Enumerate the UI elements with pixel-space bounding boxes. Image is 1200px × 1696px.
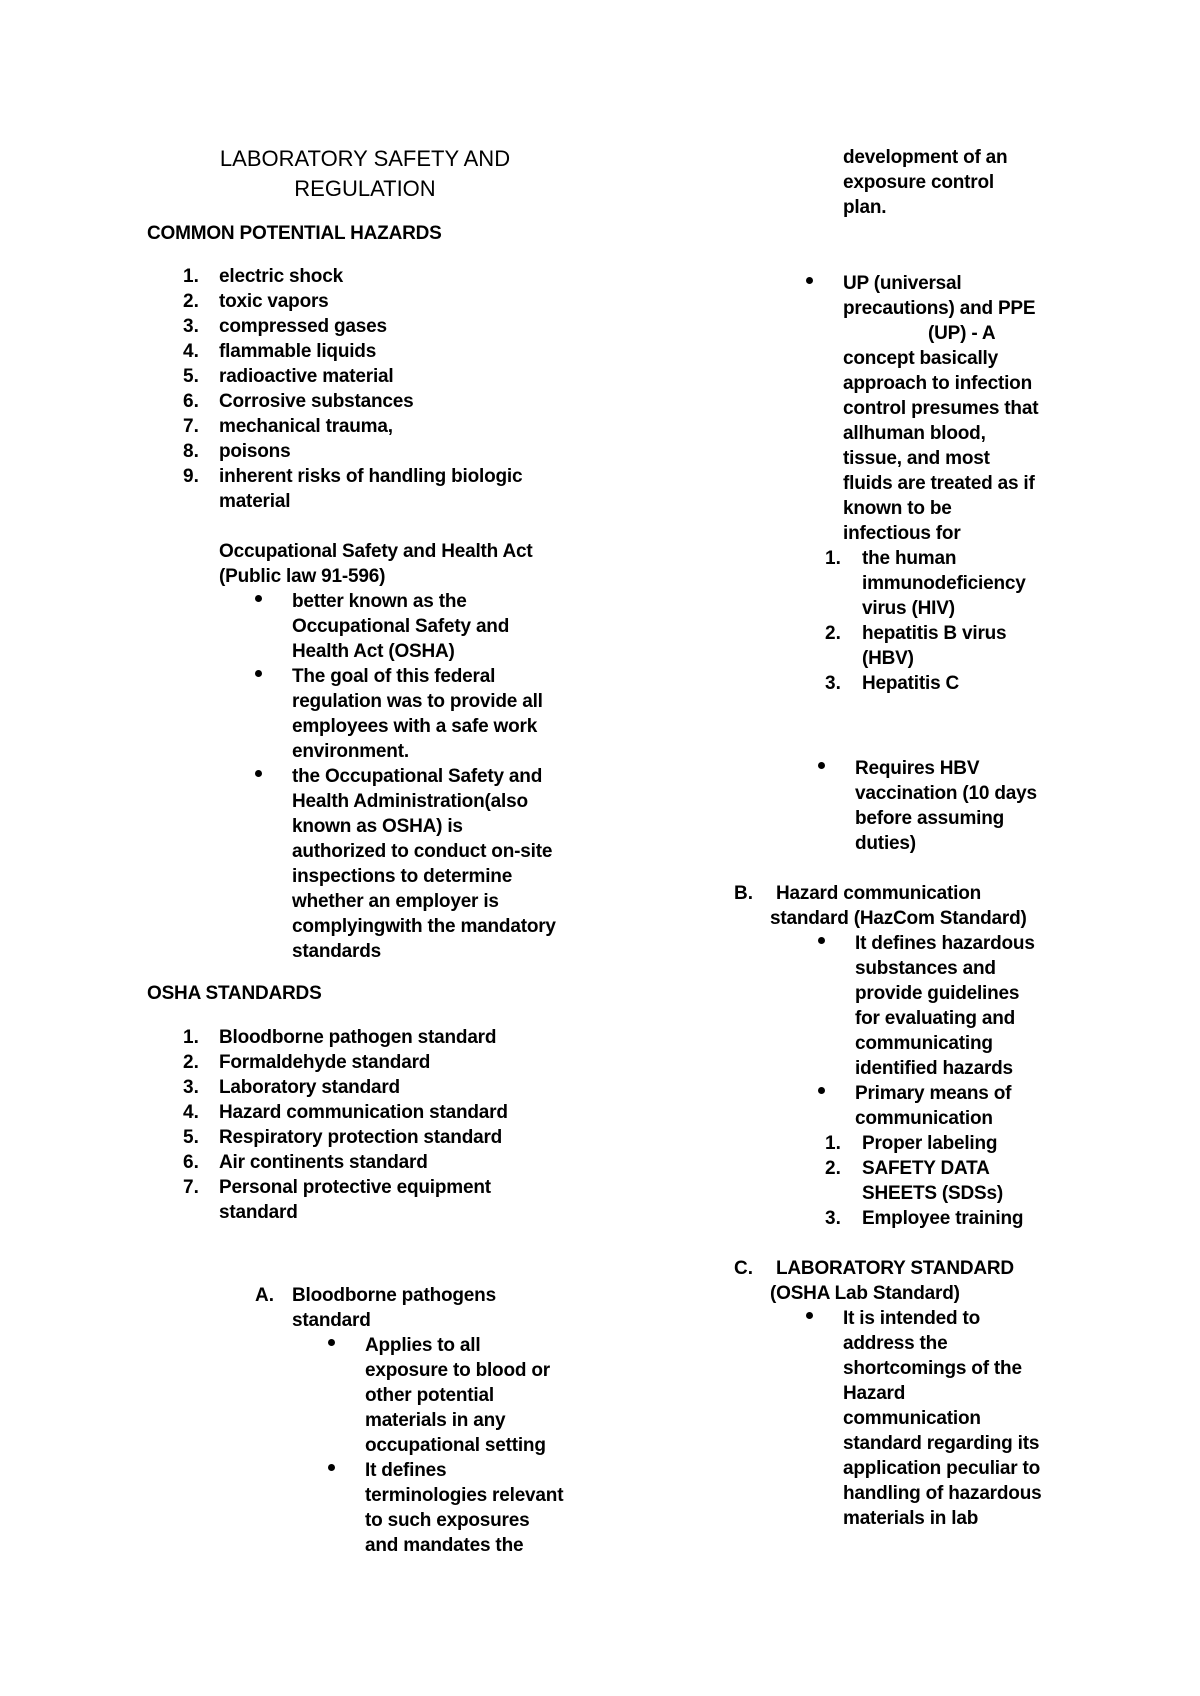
bullet-icon bbox=[818, 937, 825, 944]
list-item: inherent risks of handling biologic bbox=[219, 466, 523, 487]
bullet-icon bbox=[255, 770, 262, 777]
bullet-line: Requires HBV bbox=[855, 758, 980, 779]
bullet-line: It defines bbox=[365, 1460, 447, 1481]
bullet-line: Applies to all bbox=[365, 1335, 481, 1356]
list-item: Employee training bbox=[862, 1208, 1024, 1229]
list-item: SHEETS (SDSs) bbox=[862, 1183, 1003, 1204]
bullet-line: better known as the bbox=[292, 591, 467, 612]
list-number: 3. bbox=[825, 1208, 841, 1229]
bullet-line: Health Administration(also bbox=[292, 791, 528, 812]
bullet-icon bbox=[806, 1312, 813, 1319]
bullet-icon bbox=[255, 670, 262, 677]
bullet-line: known as OSHA) is bbox=[292, 816, 463, 837]
section-c-letter: C. bbox=[734, 1258, 753, 1279]
bullet-icon bbox=[328, 1464, 335, 1471]
bullet-line: handling of hazardous bbox=[843, 1483, 1042, 1504]
bullet-icon bbox=[818, 1087, 825, 1094]
list-item: hepatitis B virus bbox=[862, 623, 1007, 644]
osha-act-subheading: (Public law 91-596) bbox=[219, 566, 386, 587]
list-item: immunodeficiency bbox=[862, 573, 1026, 594]
bullet-line: approach to infection bbox=[843, 373, 1032, 394]
bullet-line: precautions) and PPE bbox=[843, 298, 1036, 319]
bullet-line: communication bbox=[843, 1408, 981, 1429]
hazards-heading: COMMON POTENTIAL HAZARDS bbox=[147, 223, 442, 244]
section-a-heading: Bloodborne pathogens bbox=[292, 1285, 496, 1306]
list-item: Respiratory protection standard bbox=[219, 1127, 503, 1148]
bullet-line: authorized to conduct on-site bbox=[292, 841, 553, 862]
bullet-line: environment. bbox=[292, 741, 409, 762]
list-number: 5. bbox=[183, 1127, 199, 1148]
bullet-line: to such exposures bbox=[365, 1510, 530, 1531]
bullet-icon bbox=[255, 595, 262, 602]
list-number: 9. bbox=[183, 466, 199, 487]
bullet-line: exposure to blood or bbox=[365, 1360, 550, 1381]
list-number: 1. bbox=[183, 266, 199, 287]
bullet-line: communicating bbox=[855, 1033, 993, 1054]
bullet-icon bbox=[818, 762, 825, 769]
list-item: Formaldehyde standard bbox=[219, 1052, 431, 1073]
list-item: (HBV) bbox=[862, 648, 914, 669]
list-number: 6. bbox=[183, 391, 199, 412]
bullet-line: whether an employer is bbox=[292, 891, 499, 912]
bullet-line: identified hazards bbox=[855, 1058, 1013, 1079]
bullet-line: duties) bbox=[855, 833, 916, 854]
section-a-continuation-line: development of an bbox=[843, 147, 1008, 168]
list-item-continuation: material bbox=[219, 491, 291, 512]
section-b-letter: B. bbox=[734, 883, 753, 904]
bullet-line: Health Act (OSHA) bbox=[292, 641, 455, 662]
bullet-line: tissue, and most bbox=[843, 448, 990, 469]
standards-heading: OSHA STANDARDS bbox=[147, 983, 322, 1004]
bullet-line: application peculiar to bbox=[843, 1458, 1041, 1479]
list-number: 8. bbox=[183, 441, 199, 462]
bullet-line: standard regarding its bbox=[843, 1433, 1040, 1454]
list-number: 7. bbox=[183, 1177, 199, 1198]
list-item: Laboratory standard bbox=[219, 1077, 400, 1098]
bullet-line: substances and bbox=[855, 958, 996, 979]
section-b-heading-cont: standard (HazCom Standard) bbox=[770, 908, 1027, 929]
section-c-heading-cont: (OSHA Lab Standard) bbox=[770, 1283, 960, 1304]
bullet-icon bbox=[806, 277, 813, 284]
bullet-line: occupational setting bbox=[365, 1435, 546, 1456]
bullet-line: Occupational Safety and bbox=[292, 616, 510, 637]
bullet-line: Primary means of bbox=[855, 1083, 1012, 1104]
section-b-heading: Hazard communication bbox=[776, 883, 982, 904]
list-item: compressed gases bbox=[219, 316, 387, 337]
list-number: 3. bbox=[183, 316, 199, 337]
bullet-line: and mandates the bbox=[365, 1535, 524, 1556]
bullet-line: concept basically bbox=[843, 348, 999, 369]
list-number: 7. bbox=[183, 416, 199, 437]
list-number: 2. bbox=[825, 1158, 841, 1179]
bullet-icon bbox=[328, 1339, 335, 1346]
list-item: Air continents standard bbox=[219, 1152, 428, 1173]
page-title-line-2: REGULATION bbox=[294, 176, 436, 201]
bullet-line: other potential bbox=[365, 1385, 494, 1406]
section-a-heading-cont: standard bbox=[292, 1310, 371, 1331]
bullet-line: the Occupational Safety and bbox=[292, 766, 543, 787]
bullet-line: employees with a safe work bbox=[292, 716, 538, 737]
bullet-line: before assuming bbox=[855, 808, 1005, 829]
list-item: Corrosive substances bbox=[219, 391, 414, 412]
bullet-line: infectious for bbox=[843, 523, 961, 544]
bullet-line: Hazard bbox=[843, 1383, 906, 1404]
list-number: 1. bbox=[825, 548, 841, 569]
section-a-continuation-line: exposure control bbox=[843, 172, 994, 193]
section-a-continuation-line: plan. bbox=[843, 197, 887, 218]
list-item: poisons bbox=[219, 441, 291, 462]
bullet-line: UP (universal bbox=[843, 273, 962, 294]
bullet-line: known to be bbox=[843, 498, 952, 519]
list-item: Hazard communication standard bbox=[219, 1102, 508, 1123]
list-number: 2. bbox=[183, 1052, 199, 1073]
list-item: mechanical trauma, bbox=[219, 416, 393, 437]
bullet-line: materials in lab bbox=[843, 1508, 979, 1529]
list-item: the human bbox=[862, 548, 957, 569]
list-item: virus (HIV) bbox=[862, 598, 955, 619]
bullet-line: for evaluating and bbox=[855, 1008, 1016, 1029]
list-item: Bloodborne pathogen standard bbox=[219, 1027, 497, 1048]
list-item: radioactive material bbox=[219, 366, 394, 387]
list-item-continuation: standard bbox=[219, 1202, 298, 1223]
bullet-line: address the bbox=[843, 1333, 948, 1354]
list-number: 2. bbox=[825, 623, 841, 644]
bullet-line: control presumes that bbox=[843, 398, 1039, 419]
list-number: 4. bbox=[183, 1102, 199, 1123]
page-title-line-1: LABORATORY SAFETY AND bbox=[219, 146, 511, 171]
section-a-letter: A. bbox=[255, 1285, 274, 1306]
bullet-line: inspections to determine bbox=[292, 866, 513, 887]
list-item: toxic vapors bbox=[219, 291, 329, 312]
bullet-line: fluids are treated as if bbox=[843, 473, 1035, 494]
list-number: 1. bbox=[825, 1133, 841, 1154]
list-number: 5. bbox=[183, 366, 199, 387]
bullet-line: It defines hazardous bbox=[855, 933, 1035, 954]
bullet-line: provide guidelines bbox=[855, 983, 1020, 1004]
list-item: Proper labeling bbox=[862, 1133, 998, 1154]
list-number: 6. bbox=[183, 1152, 199, 1173]
section-c-heading: LABORATORY STANDARD bbox=[776, 1258, 1014, 1279]
osha-act-heading: Occupational Safety and Health Act bbox=[219, 541, 533, 562]
list-number: 2. bbox=[183, 291, 199, 312]
bullet-line: materials in any bbox=[365, 1410, 506, 1431]
list-number: 1. bbox=[183, 1027, 199, 1048]
bullet-line: vaccination (10 days bbox=[855, 783, 1037, 804]
bullet-line: shortcomings of the bbox=[843, 1358, 1022, 1379]
list-item: electric shock bbox=[219, 266, 343, 287]
bullet-line: It is intended to bbox=[843, 1308, 980, 1329]
bullet-line: complyingwith the mandatory bbox=[292, 916, 556, 937]
list-item: Hepatitis C bbox=[862, 673, 960, 694]
bullet-line: regulation was to provide all bbox=[292, 691, 543, 712]
bullet-line: terminologies relevant bbox=[365, 1485, 564, 1506]
bullet-line: standards bbox=[292, 941, 382, 962]
bullet-line: allhuman blood, bbox=[843, 423, 986, 444]
list-number: 3. bbox=[183, 1077, 199, 1098]
list-number: 3. bbox=[825, 673, 841, 694]
list-item: SAFETY DATA bbox=[862, 1158, 990, 1179]
bullet-line: communication bbox=[855, 1108, 993, 1129]
list-item: Personal protective equipment bbox=[219, 1177, 491, 1198]
bullet-line: The goal of this federal bbox=[292, 666, 496, 687]
list-number: 4. bbox=[183, 341, 199, 362]
list-item: flammable liquids bbox=[219, 341, 377, 362]
bullet-line: (UP) - A bbox=[928, 323, 996, 344]
